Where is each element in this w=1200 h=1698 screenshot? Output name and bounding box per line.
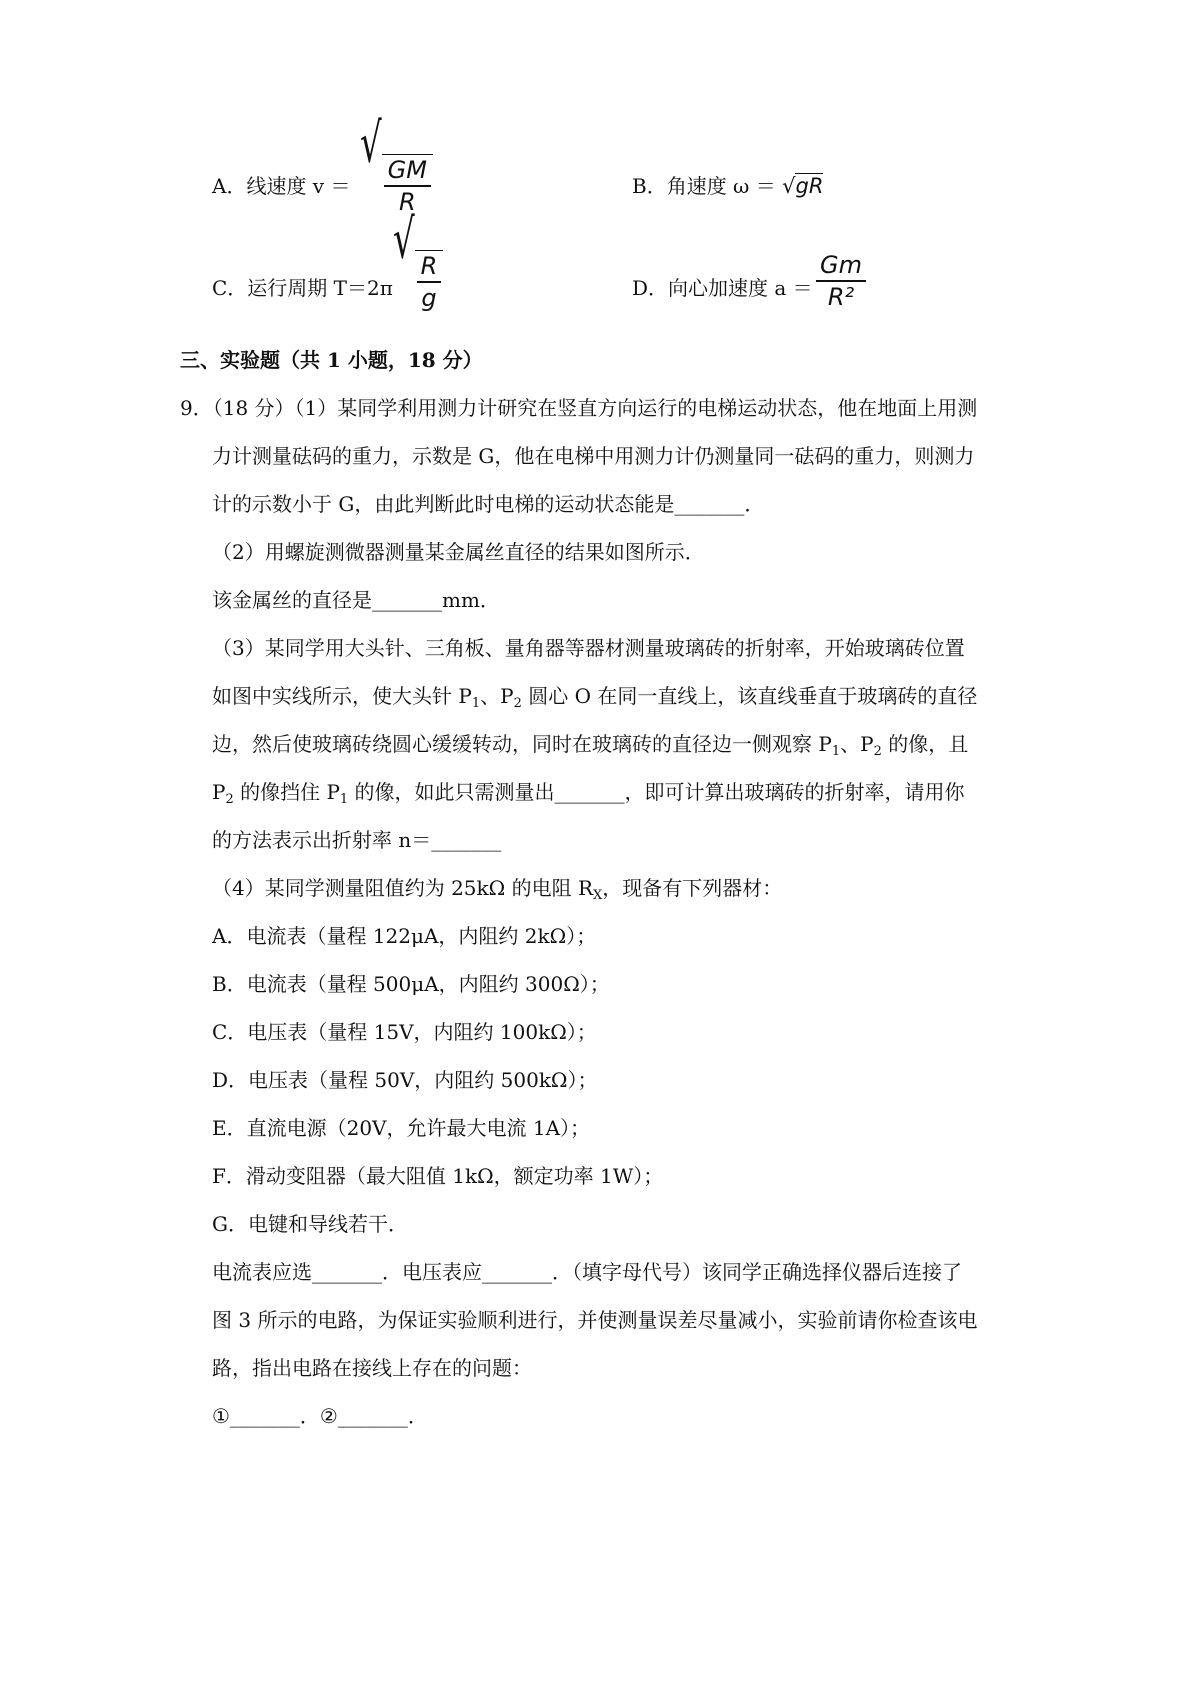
q9-part2-line-2: 该金属丝的直径是_______mm． (212, 588, 500, 612)
q9-part2-line-1: （2）用螺旋测微器测量某金属丝直径的结果如图所示． (212, 540, 705, 564)
option-b: B．角速度 ω ＝ √gR (632, 174, 824, 198)
sqrt-symbol: √ (393, 207, 415, 272)
formula-numerator: GM (387, 156, 427, 184)
text-run: 、P (480, 684, 514, 708)
formula-denominator: R (398, 187, 416, 216)
option-d (632, 276, 813, 300)
q9-part4-line-1 (212, 876, 782, 908)
subscript: 2 (225, 792, 234, 807)
option-d-formula (816, 250, 866, 312)
option-d-label: D．向心加速度 a ＝ (632, 276, 813, 300)
text-run: 边，然后使玻璃砖绕圆心缓缓转动，同时在玻璃砖的直径边一侧观察 P (212, 732, 832, 756)
equipment-item-c: C．电压表（量程 15V，内阻约 100kΩ）； (212, 1020, 597, 1044)
equipment-item-e: E．直流电源（20V，允许最大电流 1A）； (212, 1116, 591, 1140)
equipment-item-f: F．滑动变阻器（最大阻值 1kΩ，额定功率 1W）； (212, 1164, 664, 1188)
q9-part3-line-3 (212, 732, 968, 764)
option-a (212, 174, 350, 198)
text-run: 的像，如此只需测量出_______，即可计算出玻璃砖的折射率，请用你 (348, 780, 965, 804)
option-c (212, 276, 393, 300)
option-c-label: C．运行周期 T＝2π (212, 276, 393, 300)
subscript: 1 (471, 696, 481, 711)
q9-part4-answer-blanks: ①_______．②_______． (212, 1404, 428, 1428)
text-run: 、P (840, 732, 874, 756)
formula-radicand: gR (795, 174, 824, 198)
section-heading: 三、实验题（共 1 小题，18 分） (180, 348, 483, 372)
text-run: 的像，且 (881, 732, 969, 756)
equipment-item-g: G．电键和导线若干． (212, 1212, 408, 1236)
subscript: X (593, 888, 603, 903)
q9-part3-line-5: 的方法表示出折射率 n＝_______ (212, 828, 502, 852)
equipment-item-d: D．电压表（量程 50V，内阻约 500kΩ）； (212, 1068, 598, 1092)
q9-line-2: 力计测量砝码的重力，示数是 G，他在电梯中用测力计仍测量同一砝码的重力，则测力 (212, 444, 975, 468)
q9-part3-line-4 (212, 780, 965, 812)
subscript: 1 (831, 744, 841, 759)
q9-part4-question-line-2: 图 3 所示的电路，为保证实验顺利进行，并使测量误差尽量减小，实验前请你检查该电 (212, 1308, 978, 1332)
equipment-item-a: A．电流表（量程 122μA，内阻约 2kΩ）； (212, 924, 597, 948)
text-run: ，现备有下列器材： (602, 876, 783, 900)
sqrt-symbol: √ (360, 111, 382, 176)
subscript: 2 (873, 744, 882, 759)
q9-part3-line-2 (212, 684, 977, 716)
q9-part4-question-line-3: 路，指出电路在接线上存在的问题： (212, 1356, 532, 1380)
formula-numerator: Gm (820, 251, 862, 279)
q9-line-1: 9．（18 分）（1）某同学利用测力计研究在竖直方向运行的电梯运动状态，他在地面上用测 (180, 396, 978, 420)
option-a-label: A．线速度 v ＝ (212, 174, 351, 198)
formula-denominator: R² (827, 282, 855, 311)
option-b-label: B．角速度 ω ＝ (632, 174, 776, 198)
subscript: 1 (339, 792, 349, 807)
text-run: 的像挡住 P (233, 780, 340, 804)
text-run: （4）某同学测量阻值约为 25kΩ 的电阻 R (212, 876, 594, 900)
text-run: P (212, 780, 226, 804)
q9-part4-question-line-1: 电流表应选_______．电压表应_______．（填字母代号）该同学正确选择仪器后连接了 (212, 1260, 962, 1284)
equipment-item-b: B．电流表（量程 500μA，内阻约 300Ω）； (212, 972, 610, 996)
option-c-formula (393, 207, 443, 313)
text-run: 如图中实线所示，使大头针 P (212, 684, 472, 708)
formula-numerator: R (420, 252, 438, 280)
formula-denominator: g (421, 283, 437, 312)
text-run: 圆心 O 在同一直线上，该直线垂直于玻璃砖的直径 (521, 684, 978, 708)
q9-line-3: 计的示数小于 G，由此判断此时电梯的运动状态能是_______． (212, 492, 765, 516)
q9-part3-line-1: （3）某同学用大头针、三角板、量角器等器材测量玻璃砖的折射率，开始玻璃砖位置 (212, 636, 965, 660)
subscript: 2 (513, 696, 522, 711)
